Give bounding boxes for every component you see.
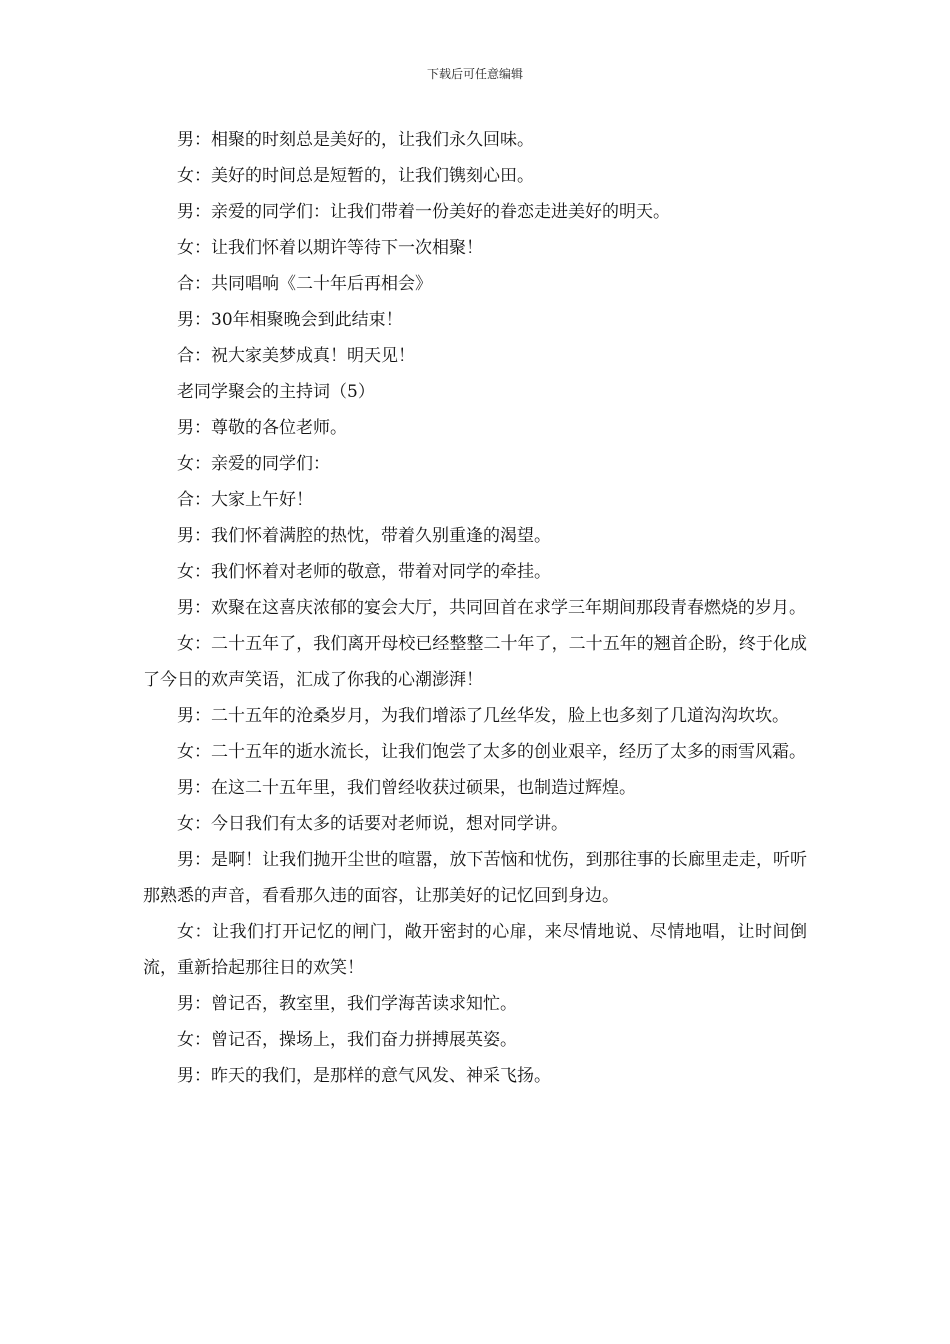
paragraph: 合：共同唱响《二十年后再相会》 [177, 274, 432, 294]
paragraph: 女：让我们怀着以期许等待下一次相聚！ [177, 238, 483, 258]
paragraph: 男：在这二十五年里，我们曾经收获过硕果，也制造过辉煌。 [177, 778, 636, 798]
paragraph: 男：我们怀着满腔的热忱，带着久别重逢的渴望。 [177, 526, 551, 546]
document-body [143, 122, 807, 1094]
paragraph: 女：让我们打开记忆的闸门，敞开密封的心扉，来尽情地说、尽情地唱，让时间倒流，重新拾起那往日的欢笑！ [143, 922, 807, 978]
paragraph: 女：我们怀着对老师的敬意，带着对同学的牵挂。 [177, 562, 551, 582]
paragraph: 女：今日我们有太多的话要对老师说，想对同学讲。 [177, 814, 568, 834]
paragraph: 男：二十五年的沧桑岁月，为我们增添了几丝华发，脸上也多刻了几道沟沟坎坎。 [177, 706, 789, 726]
paragraph: 男：亲爱的同学们：让我们带着一份美好的眷恋走进美好的明天。 [177, 202, 670, 222]
page-header: 下载后可任意编辑 [426, 67, 523, 81]
paragraph: 男：曾记否，教室里，我们学海苦读求知忙。 [177, 994, 517, 1014]
paragraph: 女：二十五年的逝水流长，让我们饱尝了太多的创业艰辛，经历了太多的雨雪风霜。 [177, 742, 806, 762]
paragraph: 女：亲爱的同学们： [177, 454, 330, 474]
paragraph: 男：相聚的时刻总是美好的，让我们永久回味。 [177, 130, 534, 150]
paragraph: 合：祝大家美梦成真！明天见！ [177, 346, 415, 366]
paragraph: 女：二十五年了，我们离开母校已经整整二十年了，二十五年的翘首企盼，终于化成了今日的欢声笑语，汇成了你我的心潮澎湃！ [143, 634, 807, 690]
paragraph: 男：尊敬的各位老师。 [177, 418, 347, 438]
paragraph: 男：30年相聚晚会到此结束！ [177, 310, 403, 330]
paragraph: 男：欢聚在这喜庆浓郁的宴会大厅，共同回首在求学三年期间那段青春燃烧的岁月。 [177, 598, 806, 618]
paragraph: 男：是啊！让我们抛开尘世的喧嚣，放下苦恼和忧伤，到那往事的长廊里走走，听听那熟悉的声音，看看那久违的面容，让那美好的记忆回到身边。 [143, 850, 807, 906]
section-heading: 老同学聚会的主持词（5） [177, 382, 375, 402]
paragraph: 合：大家上午好！ [177, 490, 313, 510]
paragraph: 女：美好的时间总是短暂的，让我们镌刻心田。 [177, 166, 534, 186]
paragraph: 女：曾记否，操场上，我们奋力拼搏展英姿。 [177, 1030, 517, 1050]
paragraph: 男：昨天的我们，是那样的意气风发、神采飞扬。 [177, 1066, 551, 1086]
